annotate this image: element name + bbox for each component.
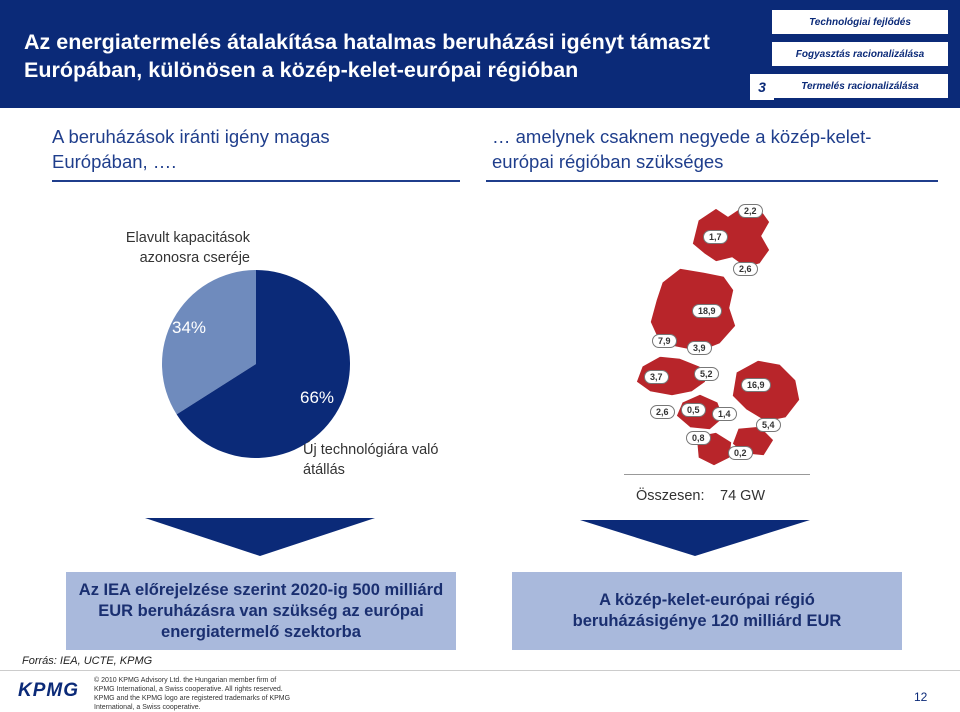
map-value-5-2: 5,2: [694, 367, 719, 381]
nav-item-technologiai-fejlodes[interactable]: Technológiai fejlődés: [772, 10, 948, 34]
left-down-arrow: [145, 518, 375, 556]
map-value-2-6: 2,6: [733, 262, 758, 276]
pie-label-replacement: Elavult kapacitások azonosra cseréje: [125, 230, 250, 266]
map-value-18-9: 18,9: [692, 304, 722, 318]
kpmg-logo: KPMG: [18, 680, 79, 701]
total-value: 74 GW: [720, 488, 766, 504]
page-number: 12: [914, 690, 928, 704]
nav-item-termeles[interactable]: Termelés racionalizálása: [772, 74, 948, 98]
pie-label-new-technology: Új technológiára való átállás: [303, 442, 439, 478]
source-note: Forrás: IEA, UCTE, KPMG: [22, 655, 153, 667]
left-heading: A beruházások iránti igény magas Európában, ….: [52, 126, 330, 172]
nav-item-fogyasztas[interactable]: Fogyasztás racionalizálása: [772, 42, 948, 66]
pie-pct-large: 66%: [300, 388, 335, 407]
map-value-7-9: 7,9: [652, 334, 677, 348]
header-bar: [0, 0, 960, 108]
right-conclusion-box: A közép-kelet-európai régió beruházásigénye 120 milliárd EUR: [512, 572, 902, 650]
map-value-1-7: 1,7: [703, 230, 728, 244]
right-divider: [486, 180, 938, 182]
page-title: Az energiatermelés átalakítása hatalmas beruházási igényt támaszt Európában, különösen a közép-kelet-európai régióban: [24, 30, 710, 82]
map-value-0-2: 0,2: [728, 446, 753, 460]
total-divider: [624, 474, 810, 475]
map-value-5-4: 5,4: [756, 418, 781, 432]
map-value-2-2: 2,2: [738, 204, 763, 218]
nav-active-number: 3: [750, 74, 774, 100]
map-value-3-7: 3,7: [644, 370, 669, 384]
pie-chart: [160, 268, 352, 460]
map-value-2-6-b: 2,6: [650, 405, 675, 419]
map-value-16-9: 16,9: [741, 378, 771, 392]
copyright-text: © 2010 KPMG Advisory Ltd. the Hungarian member firm of KPMG International, a Swiss cooperative. All rights reserved. KPMG and the KPMG logo are registered trademarks of KPMG International, a Swiss cooperative.: [94, 677, 291, 711]
left-conclusion-box: Az IEA előrejelzése szerint 2020-ig 500 milliárd EUR beruházásra van szükség az európai energiatermelő szektorba: [66, 572, 456, 650]
map-value-1-4: 1,4: [712, 407, 737, 421]
map-value-0-8: 0,8: [686, 431, 711, 445]
map-value-3-9: 3,9: [687, 341, 712, 355]
left-divider: [52, 180, 460, 182]
right-heading: … amelynek csaknem negyede a közép-kelet-európai régióban szükséges: [492, 126, 872, 172]
total-label: Összesen:: [636, 488, 705, 504]
map-value-0-5: 0,5: [681, 403, 706, 417]
pie-pct-small: 34%: [172, 318, 207, 337]
right-down-arrow: [580, 520, 810, 556]
footer-divider: [0, 670, 960, 671]
